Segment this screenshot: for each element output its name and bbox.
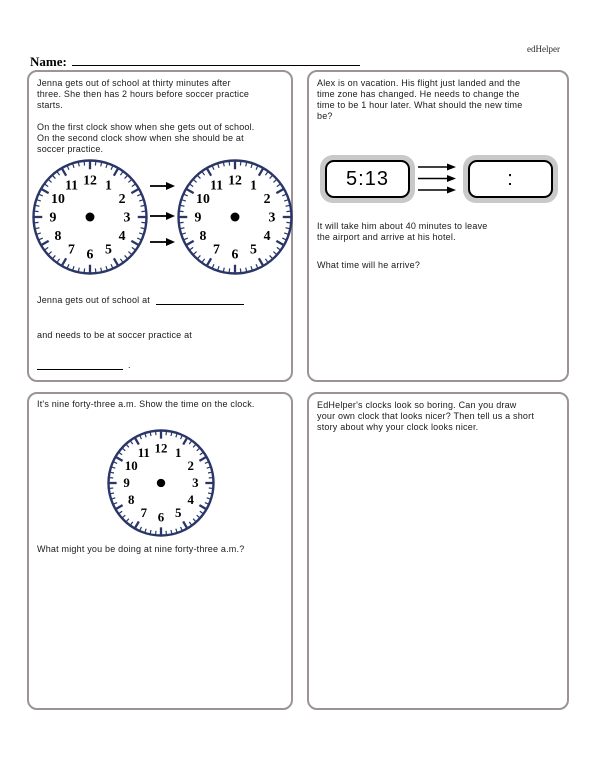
svg-text:12: 12 (154, 441, 168, 456)
problem-box-show-time (27, 392, 293, 710)
problem-box-draw-clock (307, 392, 569, 710)
text-line: be? (317, 111, 333, 121)
digital-clock-after (463, 155, 558, 203)
edhelper-logo: edHelper (527, 44, 560, 54)
svg-text:9: 9 (123, 476, 130, 490)
svg-text:8: 8 (54, 228, 62, 244)
text-line: EdHelper's clocks look so boring. Can you draw (317, 400, 517, 410)
svg-text:6: 6 (86, 246, 94, 262)
svg-text:4: 4 (118, 228, 126, 244)
box1-answer-line-2 (37, 330, 192, 340)
svg-text:4: 4 (263, 228, 271, 244)
arrows-right-icon (418, 162, 458, 201)
analog-clock-face-first (31, 158, 149, 281)
text-line: On the first clock show when she gets out of school. (37, 122, 255, 132)
box3-question (37, 544, 244, 555)
svg-text:1: 1 (105, 177, 112, 193)
svg-text:6: 6 (231, 246, 239, 262)
svg-text:3: 3 (192, 476, 199, 490)
arrows-right-icon (150, 181, 176, 252)
text-line: time to be 1 hour later. What should the new time (317, 100, 523, 110)
text-line: story about why your clock looks nicer. (317, 422, 479, 432)
svg-text:11: 11 (137, 446, 150, 461)
svg-text:5: 5 (105, 241, 112, 257)
svg-text:2: 2 (263, 190, 271, 206)
problem-box-jenna (27, 70, 293, 382)
svg-text:11: 11 (209, 177, 224, 193)
text-line: time zone has changed. He needs to change the (317, 89, 520, 99)
svg-text:2: 2 (118, 190, 126, 206)
text-line: Alex is on vacation. His flight just landed and the (317, 78, 521, 88)
box1-answer-line-1 (37, 294, 244, 305)
text-line: soccer practice. (37, 144, 104, 154)
svg-text:1: 1 (174, 446, 182, 461)
text-line: It will take him about 40 minutes to leave (317, 221, 488, 231)
text-line: starts. (37, 100, 63, 110)
svg-text:6: 6 (157, 510, 165, 525)
fill-text: Jenna gets out of school at (37, 295, 150, 305)
svg-text:11: 11 (64, 177, 79, 193)
svg-text:7: 7 (213, 241, 220, 257)
svg-text:8: 8 (199, 228, 207, 244)
svg-text:8: 8 (127, 493, 135, 508)
box2-prompt-1 (317, 78, 522, 122)
digital-clock-display: 5:13 (325, 160, 410, 198)
answer-blank (156, 294, 244, 305)
svg-text:10: 10 (124, 458, 138, 473)
box1-answer-line-3 (37, 359, 131, 370)
analog-clock-face (106, 428, 216, 543)
text-line: your own clock that looks nicer? Then tell us a short (317, 411, 535, 421)
svg-text:7: 7 (68, 241, 75, 257)
box2-question (317, 260, 420, 271)
svg-text:12: 12 (83, 172, 97, 188)
box1-prompt-2 (37, 122, 255, 155)
text-line: What time will he arrive? (317, 260, 421, 270)
svg-text:1: 1 (250, 177, 257, 193)
text-line: the airport and arrive at his hotel. (317, 232, 456, 242)
svg-text:7: 7 (140, 505, 148, 520)
box2-prompt-2 (317, 221, 487, 243)
problem-box-alex (307, 70, 569, 382)
fill-punct: . (128, 360, 131, 370)
digital-clock-before (320, 155, 415, 203)
svg-text:3: 3 (268, 209, 276, 225)
svg-text:9: 9 (194, 209, 202, 225)
name-row (30, 53, 360, 71)
analog-clock-face-second (176, 158, 294, 281)
svg-text:5: 5 (250, 241, 257, 257)
text-line: It's nine forty-three a.m. Show the time on the clock. (37, 399, 255, 409)
text-line: Jenna gets out of school at thirty minutes after (37, 78, 231, 88)
svg-text:4: 4 (187, 493, 195, 508)
text-line: On the second clock show when she should be at (37, 133, 244, 143)
box3-prompt (37, 399, 255, 410)
digital-clock-display-blank: : (468, 160, 553, 198)
text-line: three. She then has 2 hours before soccer practice (37, 89, 250, 99)
name-label: Name: (30, 54, 67, 69)
svg-text:3: 3 (123, 209, 131, 225)
svg-text:12: 12 (228, 172, 242, 188)
svg-text:10: 10 (51, 190, 65, 206)
box1-prompt-1 (37, 78, 249, 111)
fill-text: and needs to be at soccer practice at (37, 330, 192, 340)
svg-text:5: 5 (174, 505, 182, 520)
text-line: What might you be doing at nine forty-three a.m.? (37, 544, 245, 554)
svg-text:2: 2 (187, 458, 195, 473)
answer-blank (37, 359, 123, 370)
svg-text:10: 10 (196, 190, 210, 206)
name-blank-line (72, 54, 360, 66)
box4-prompt (317, 400, 534, 433)
svg-text:9: 9 (49, 209, 57, 225)
